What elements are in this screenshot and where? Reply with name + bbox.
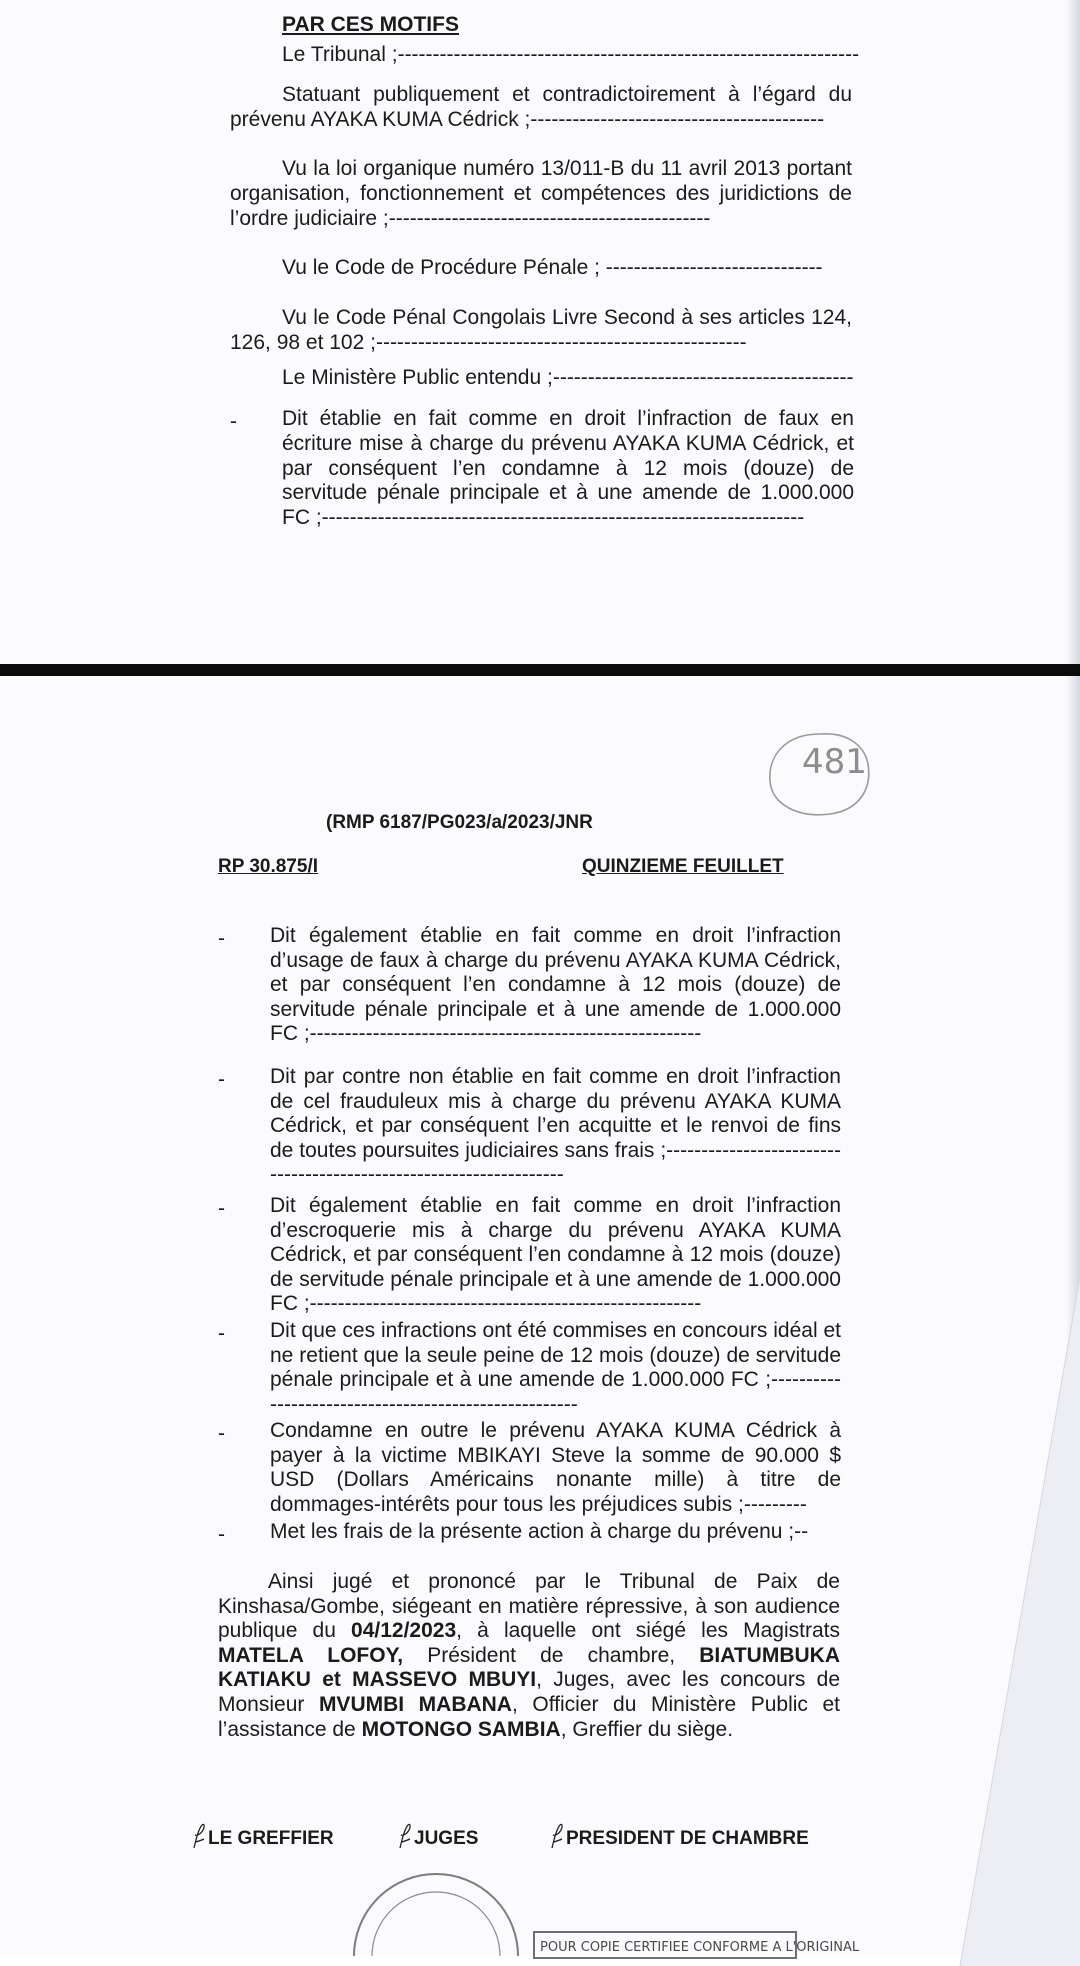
section-heading: PAR CES MOTIFS [282, 13, 459, 36]
closing-text: , Greffier du siège. [560, 1717, 734, 1741]
list-bullet: - [230, 410, 237, 433]
document-page-2 [0, 676, 1080, 1956]
disposition-dommages-interets: Condamne en outre le prévenu AYAKA KUMA Cédrick à payer à la victime MBIKAYI Steve la somme de 90.000 $ USD (Dollars Américains nonante mille) à titre de dommages-intérêts pour tous les préjudices subis ;--------- [270, 1419, 841, 1516]
closing-text: , Officier du Ministère Public et l’assistance de [218, 1692, 840, 1741]
paragraph-code-penal: Vu le Code Pénal Congolais Livre Second à ses articles 124, 126, 98 et 102 ;----------------------------------------------------- [230, 306, 852, 354]
signature-juges [398, 1822, 478, 1850]
rp-reference: RP 30.875/I [218, 856, 319, 877]
paragraph-code-procedure: Vu le Code de Procédure Pénale ; ------------------------------- [282, 256, 823, 279]
closing-text: Président de chambre, [403, 1643, 700, 1667]
list-bullet: - [218, 1523, 225, 1546]
closing-text: , Juges, avec les concours de Monsieur [218, 1668, 840, 1716]
list-bullet: - [218, 1322, 225, 1345]
signature-mark-icon [398, 1822, 412, 1850]
closing-paragraph [218, 1570, 840, 1742]
list-bullet: - [218, 1197, 225, 1220]
disposition-usage-faux: Dit également établie en fait comme en droit l’infraction d’usage de faux à charge du prévenu AYAKA KUMA Cédrick, et par conséquent l’en condamne à 12 mois (douze) de servitude pénale principale et à une amende de 1.000.000 FC ;-------------------------------------------------------- [270, 924, 841, 1046]
officer-name: MVUMBI MABANA [318, 1692, 512, 1716]
judgment-date: 04/12/2023 [351, 1619, 457, 1643]
signature-mark-icon [550, 1822, 564, 1850]
disposition-frais: Met les frais de la présente action à charge du prévenu ;-- [270, 1520, 809, 1543]
handwritten-page-number: 481 [802, 742, 867, 782]
page-divider [0, 664, 1080, 676]
paragraph-ministere-public: Le Ministère Public entendu ;------------------------------------------- [282, 366, 854, 389]
feuillet-label: QUINZIEME FEUILLET [582, 856, 784, 877]
clerk-name: MOTONGO SAMBIA [361, 1717, 561, 1741]
disposition-escroquerie: Dit également établie en fait comme en droit l’infraction d’escroquerie mis à charge du prévenu AYAKA KUMA Cédrick, et par conséquent l’en condamne à 12 mois (douze) de servitude pénale principale et à une amende de 1.000.000 FC ;-------------------------------------------------------- [270, 1194, 841, 1316]
closing-text: Ainsi jugé et prononcé par le Tribunal de Paix de Kinshasa/Gombe, siégeant en matière répressive, à son audience publique du [218, 1570, 840, 1643]
signature-label: JUGES [414, 1828, 479, 1849]
document-page-1 [0, 0, 1080, 664]
list-bullet: - [218, 1422, 225, 1445]
page-edge-shadow [1066, 0, 1080, 664]
list-bullet: - [218, 1068, 225, 1091]
disposition-recel-frauduleux: Dit par contre non établie en fait comme en droit l’infraction de cel frauduleux mis à charge du prévenu AYAKA KUMA Cédrick, et par conséquent l’en acquitte et le renvoi de fins de toutes poursuites judiciaires sans frais ;------------------------------------------------------------------- [270, 1065, 841, 1187]
signature-label: LE GREFFIER [208, 1828, 334, 1849]
judges-names: BIATUMBUKA KATIAKU et MASSEVO MBUYI [218, 1643, 841, 1692]
paragraph-statuant: Statuant publiquement et contradictoirement à l’égard du prévenu AYAKA KUMA Cédrick ;------------------------------------------ [230, 83, 852, 131]
signature-mark-icon [192, 1822, 206, 1850]
closing-text: , à laquelle ont siégé les Magistrats [456, 1619, 840, 1643]
signature-president [550, 1822, 809, 1850]
signature-label: PRESIDENT DE CHAMBRE [566, 1828, 809, 1849]
rmp-reference: (RMP 6187/PG023/a/2023/JNR [326, 812, 593, 833]
paper-fold-shadow [900, 1276, 1080, 1966]
signature-greffier [192, 1822, 334, 1850]
official-stamp [348, 1886, 860, 1956]
president-name: MATELA LOFOY, [218, 1643, 404, 1667]
disposition-faux-ecriture: Dit établie en fait comme en droit l’infraction de faux en écriture mise à charge du prévenu AYAKA KUMA Cédrick, et par conséquent l’en condamne à 12 mois (douze) de servitude pénale principale et à une amende de 1.000.000 FC ;--------------------------------------------------------------------- [282, 407, 854, 530]
list-bullet: - [218, 927, 225, 950]
paragraph-tribunal: Le Tribunal ;------------------------------------------------------------------ [282, 43, 860, 66]
stamp-text: POUR COPIE CERTIFIEE CONFORME A L'ORIGINAL [540, 1940, 860, 1955]
disposition-concours-ideal: Dit que ces infractions ont été commises en concours idéal et ne retient que la seule peine de 12 mois (douze) de servitude pénale principale et à une amende de 1.000.000 FC ;------------------------------------------------------ [270, 1319, 841, 1416]
paragraph-loi-organique: Vu la loi organique numéro 13/011-B du 11 avril 2013 portant organisation, fonctionnement et compétences des juridictions de l’ordre judiciaire ;---------------------------------------------- [230, 157, 852, 230]
